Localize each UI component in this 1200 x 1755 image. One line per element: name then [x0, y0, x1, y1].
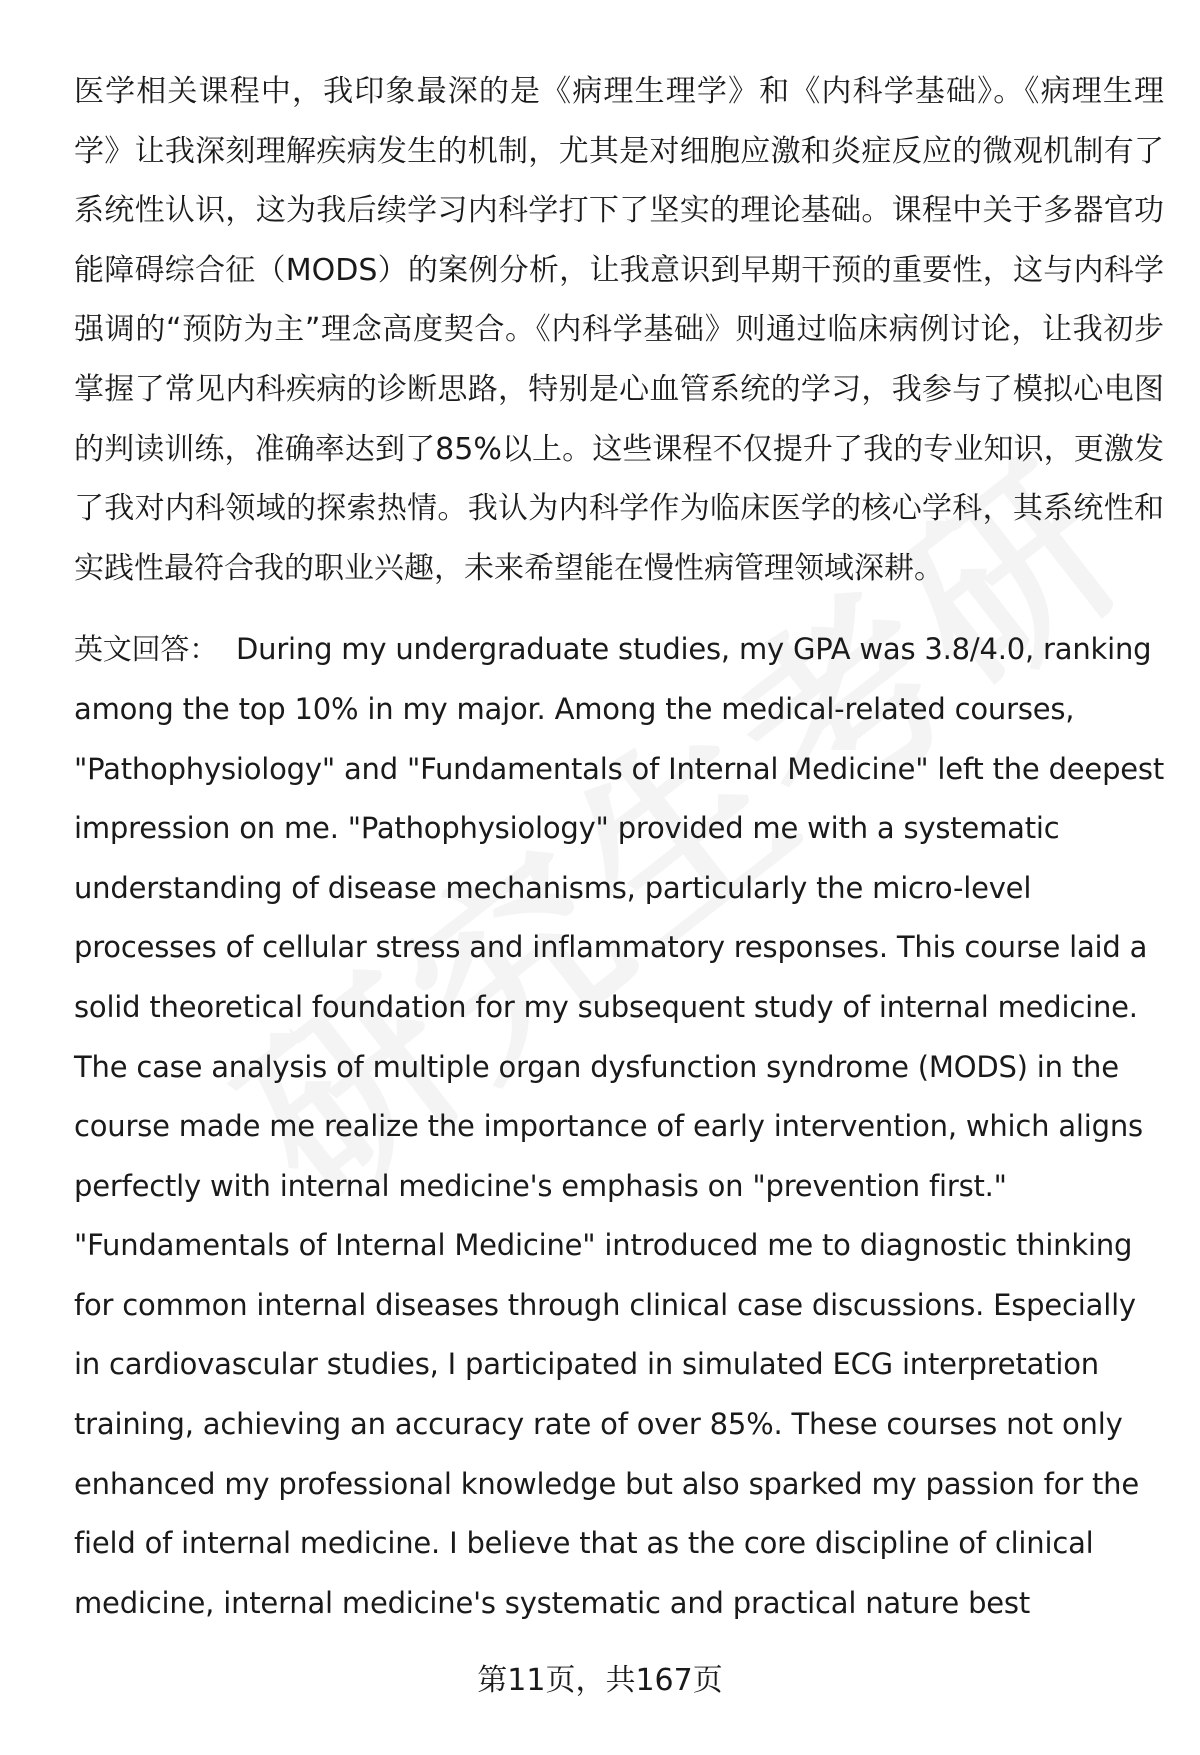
- english-paragraph: During my undergraduate studies, my GPA was 3.8/4.0, ranking among the top 10% in my major. Among the medical-related courses, "Pathophysiology" and "Fundamentals of Internal Medicine" left the deepest impression on me. "Pathophysiology" provided me with a systematic understanding of disease mechanisms, particularly the micro-level processes of cellular stress and inflammatory responses. This course laid a solid theoretical foundation for my subsequent study of internal medicine. The case analysis of multiple organ dysfunction syndrome (MODS) in the course made me realize the importance of early intervention, which aligns perfectly with internal medicine's emphasis on "prevention first." "Fundamentals of Internal Medicine" introduced me to diagnostic thinking for common internal diseases through clinical case discussions. Especially in cardiovascular studies, I participated in simulated ECG interpretation training, achieving an accuracy rate of over 85%. These courses not only enhanced my professional knowledge but also sparked my passion for the field of internal medicine. I believe that as the core discipline of clinical medicine, internal medicine's systematic and practical nature best: [74, 632, 1165, 1620]
- chinese-paragraph: 医学相关课程中，我印象最深的是《病理生理学》和《内科学基础》。《病理生理学》让我深刻理解疾病发生的机制，尤其是对细胞应激和炎症反应的微观机制有了系统性认识，这为我后续学习内科学打下了坚实的理论基础。课程中关于多器官功能障碍综合征（MODS）的案例分析，让我意识到早期干预的重要性，这与内科学强调的“预防为主”理念高度契合。《内科学基础》则通过临床病例讨论，让我初步掌握了常见内科疾病的诊断思路，特别是心血管系统的学习，我参与了模拟心电图的判读训练，准确率达到了85%以上。这些课程不仅提升了我的专业知识，更激发了我对内科领域的探索热情。我认为内科学作为临床医学的核心学科，其系统性和实践性最符合我的职业兴趣，未来希望能在慢性病管理领域深耕。: [74, 74, 1164, 586]
- page-number: 第11页，共167页: [477, 1663, 723, 1698]
- answer-label: 英文回答：: [74, 632, 219, 667]
- english-answer: [74, 620, 1164, 1633]
- document-body: [74, 62, 1164, 1633]
